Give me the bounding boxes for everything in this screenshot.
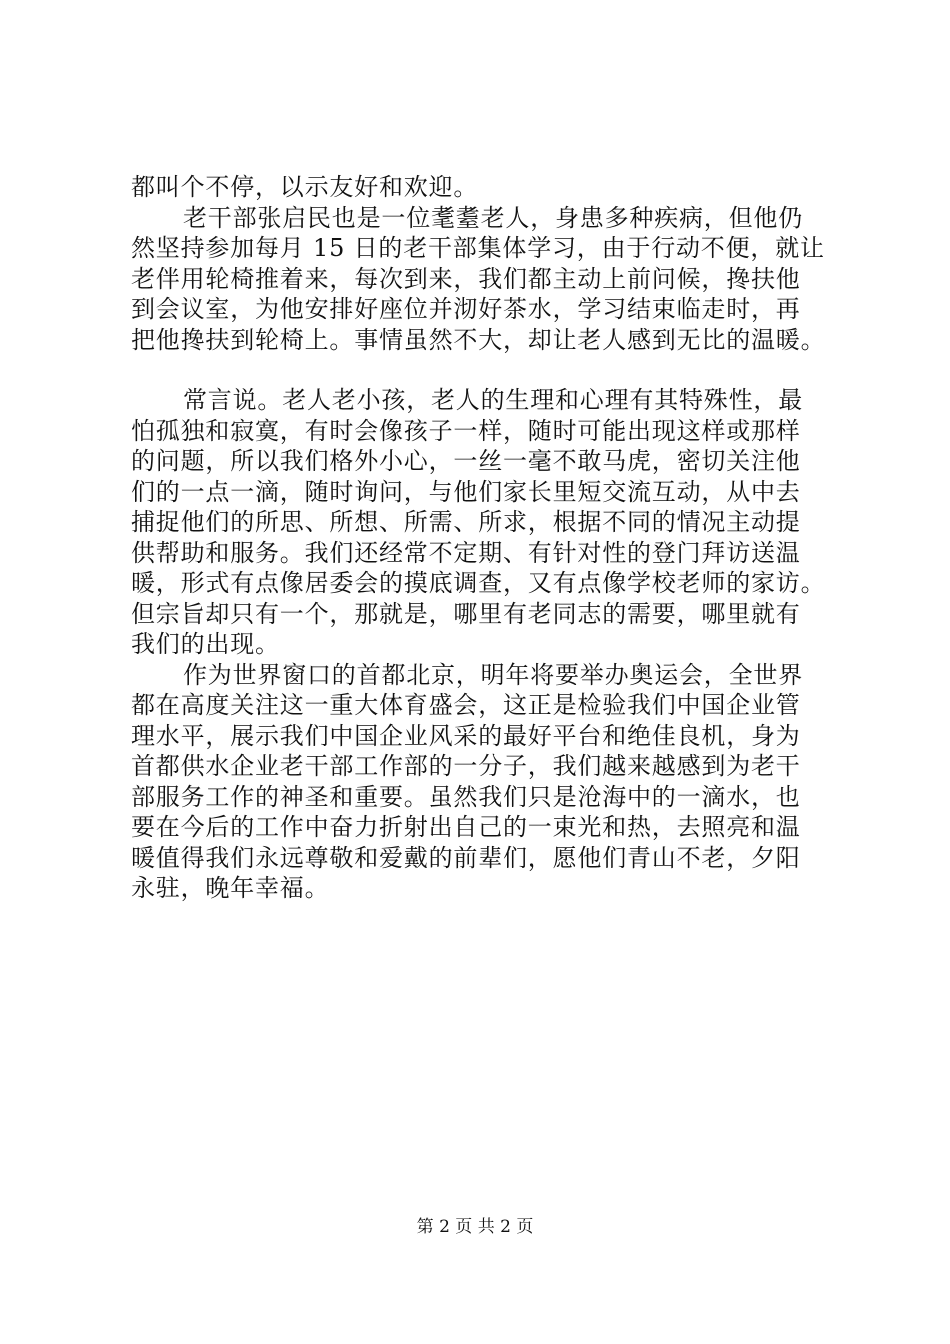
- text-line: 暖值得我们永远尊敬和爱戴的前辈们，愿他们青山不老，夕阳: [131, 843, 801, 872]
- text-line: 但宗旨却只有一个，那就是，哪里有老同志的需要，哪里就有: [131, 599, 801, 628]
- text-line: 把他搀扶到轮椅上。事情虽然不大，却让老人感到无比的温暖。: [131, 325, 826, 354]
- text-line: 都在高度关注这一重大体育盛会，这正是检验我们中国企业管: [131, 691, 801, 719]
- text-line: 都叫个不停，以示友好和欢迎。: [131, 173, 479, 201]
- body-text: [131, 172, 831, 904]
- paragraph-2: [131, 203, 831, 356]
- text-line: 捕捉他们的所思、所想、所需、所求，根据不同的情况主动提: [131, 508, 801, 536]
- text-line: 首都供水企业老干部工作部的一分子，我们越来越感到为老干: [131, 752, 801, 780]
- text-line: 然坚持参加每月 15 日的老干部集体学习，由于行动不便，就让: [131, 234, 825, 262]
- text-line: 到会议室，为他安排好座位并沏好茶水，学习结束临走时，再: [131, 295, 801, 323]
- paragraph-1: [131, 172, 831, 203]
- text-line: 暖，形式有点像居委会的摸底调查，又有点像学校老师的家访。: [131, 569, 826, 597]
- text-line: 作为世界窗口的首都北京，明年将要举办奥运会，全世界: [183, 660, 803, 689]
- page-number-footer: 第 2 页 共 2 页: [416, 1217, 534, 1237]
- text-line: 永驻，晚年幸福。: [131, 874, 330, 902]
- text-line: 老干部张启民也是一位耄耋老人，身患多种疾病，但他仍: [183, 203, 803, 232]
- text-line: 理水平，展示我们中国企业风采的最好平台和绝佳良机，身为: [131, 721, 801, 750]
- text-line: 我们的出现。: [131, 630, 280, 658]
- paragraph-3: [131, 385, 831, 660]
- paragraph-spacer: [131, 355, 831, 385]
- paragraph-4: [131, 660, 831, 904]
- text-line: 老伴用轮椅推着来，每次到来，我们都主动上前问候，搀扶他: [131, 264, 801, 293]
- text-line: 的问题，所以我们格外小心，一丝一毫不敢马虎，密切关注他: [131, 447, 801, 475]
- text-line: 要在今后的工作中奋力折射出自己的一束光和热，去照亮和温: [131, 813, 801, 841]
- text-line: 供帮助和服务。我们还经常不定期、有针对性的登门拜访送温: [131, 538, 801, 567]
- text-line: 怕孤独和寂寞，有时会像孩子一样，随时可能出现这样或那样: [131, 416, 801, 445]
- text-line: 们的一点一滴，随时询问，与他们家长里短交流互动，从中去: [131, 477, 801, 506]
- text-line: 部服务工作的神圣和重要。虽然我们只是沧海中的一滴水，也: [131, 782, 801, 811]
- text-line: 常言说。老人老小孩，老人的生理和心理有其特殊性，最: [183, 386, 803, 414]
